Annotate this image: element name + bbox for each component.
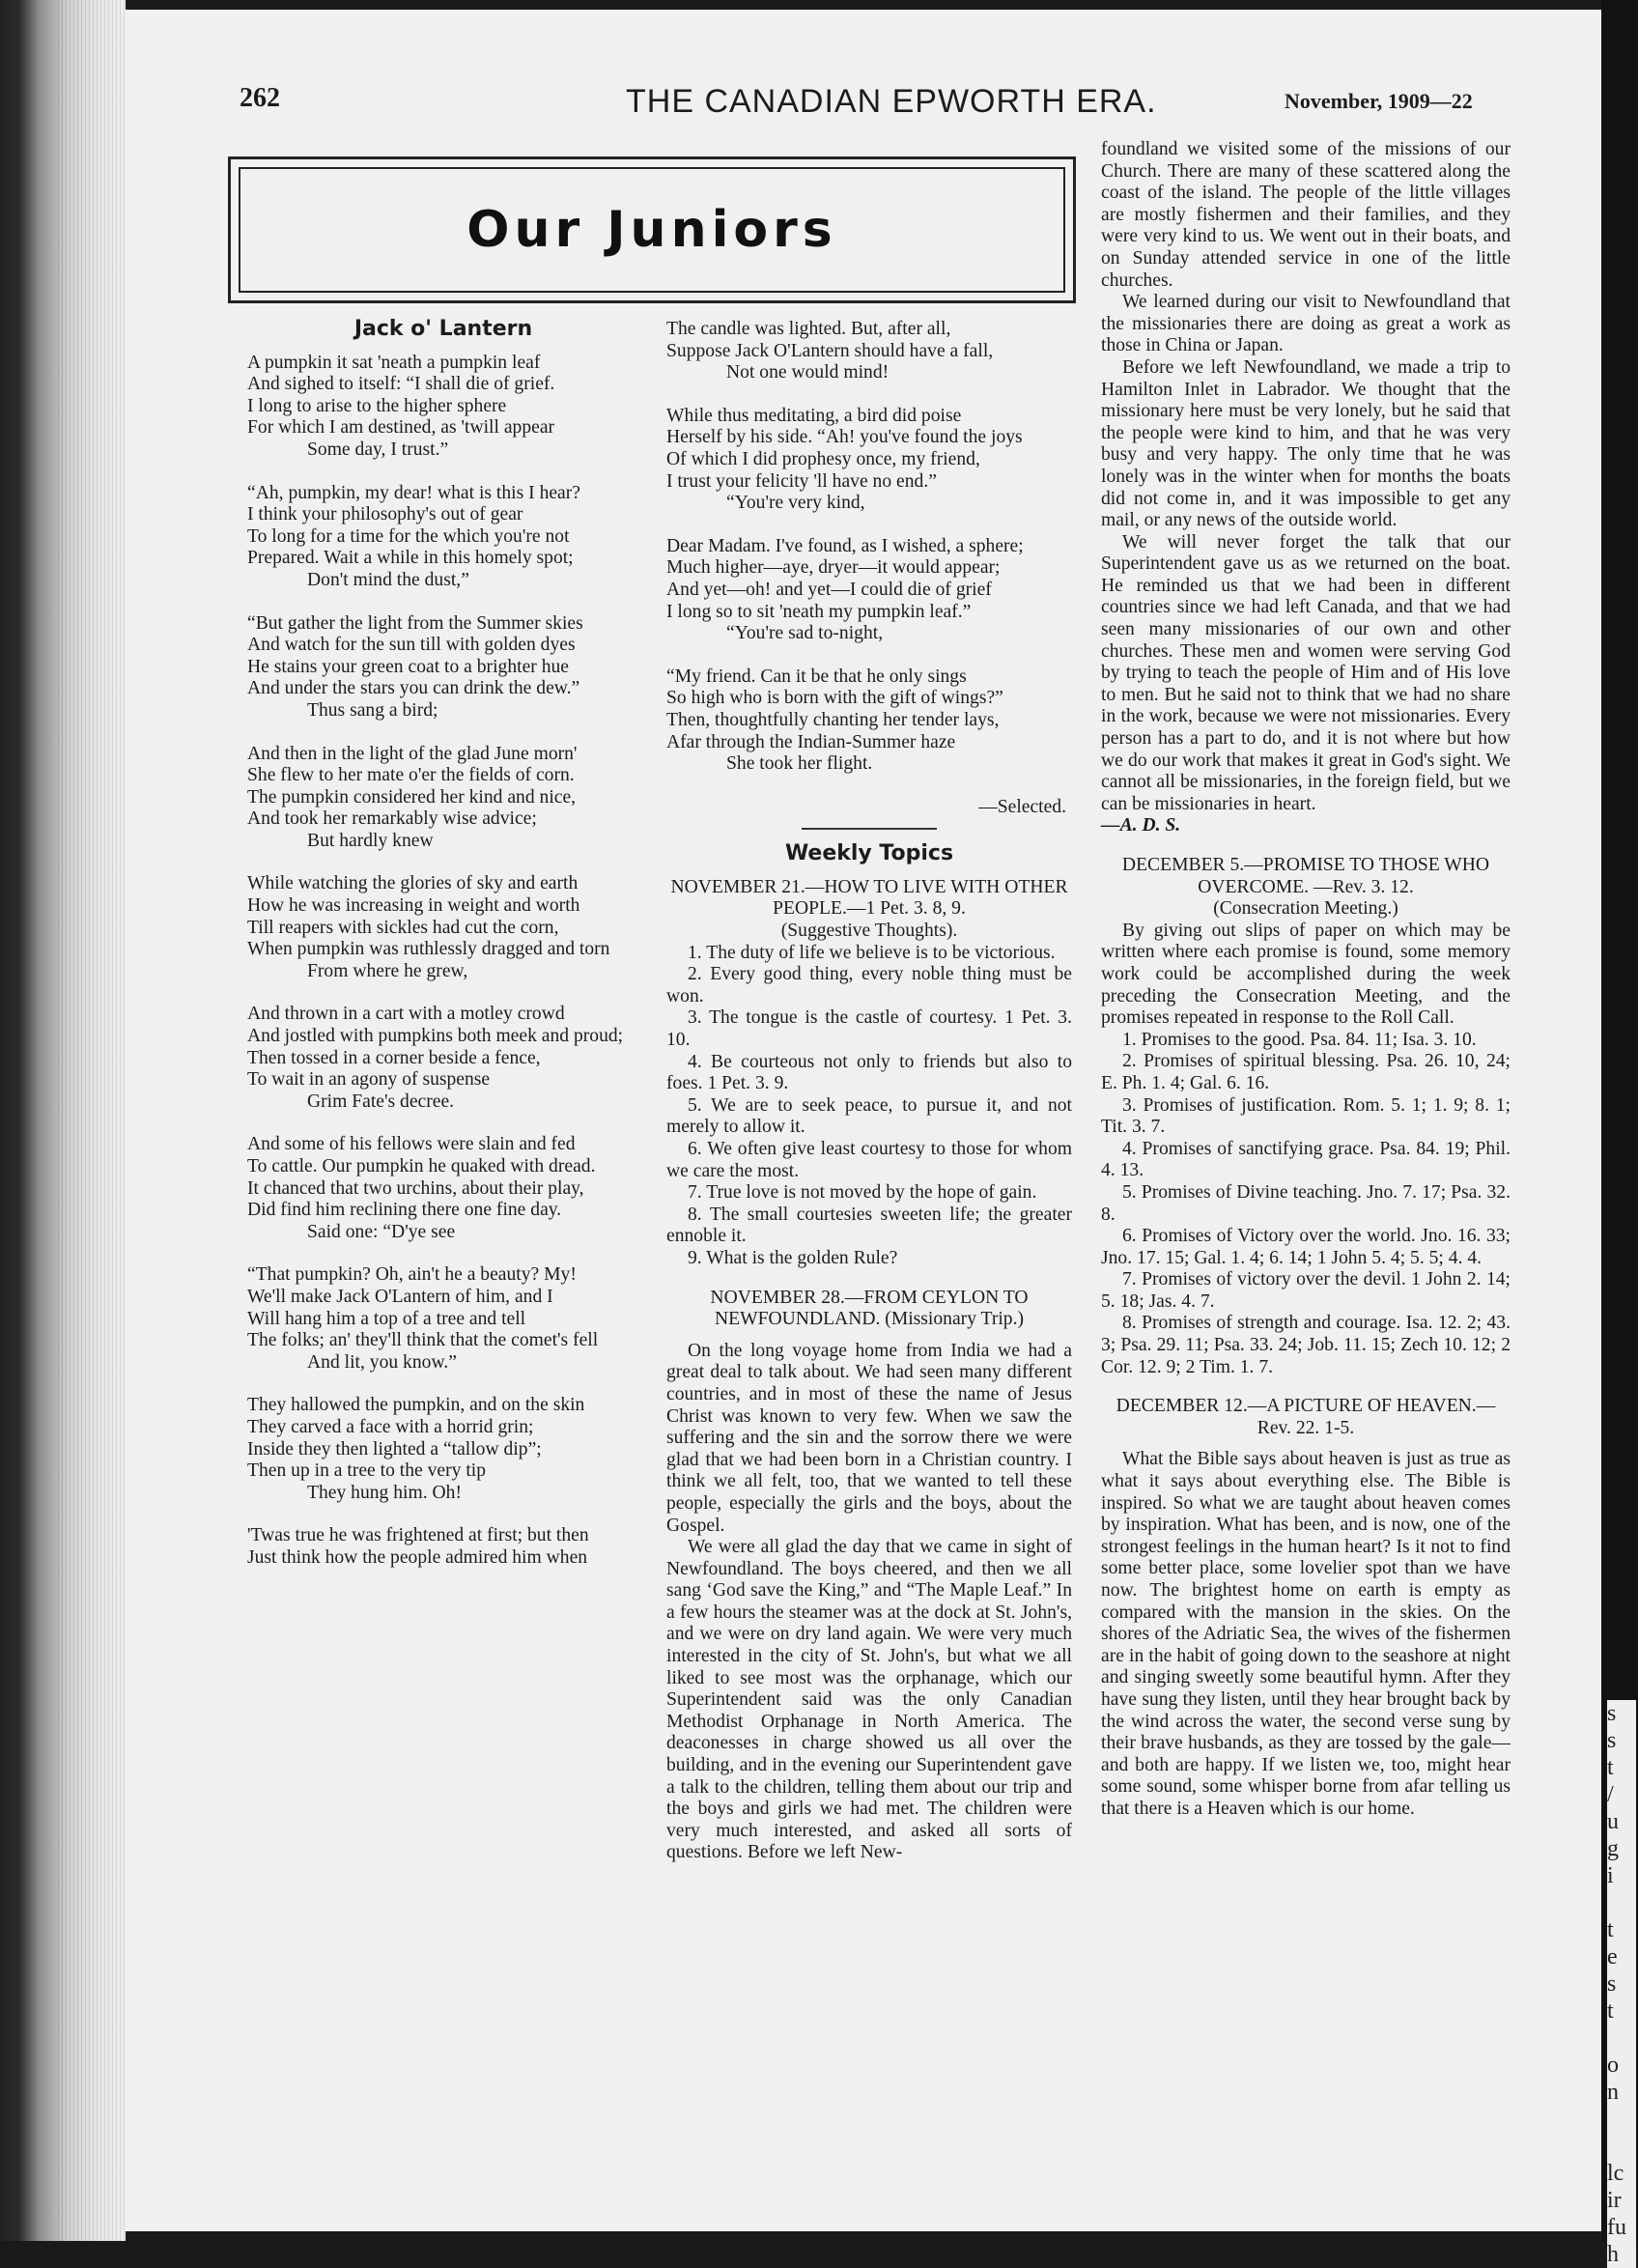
poem-line: While watching the glories of sky and earth xyxy=(247,873,579,894)
edge-glyph: s xyxy=(1607,1971,1617,1997)
edge-glyph: fu xyxy=(1607,2215,1626,2240)
edge-glyph: o xyxy=(1607,2053,1619,2078)
topic-list-item: 8. Promises of strength and courage. Isa. 12. 2; 43. 3; Psa. 29. 11; Psa. 33. 24; Job. 11. 15; Zech 10. 12; 2 Cor. 12. 9; 2 Tim. 1. 7. xyxy=(1101,1313,1511,1377)
poem-line: From where he grew, xyxy=(307,960,468,981)
topic-list-item: 9. What is the golden Rule? xyxy=(688,1247,898,1268)
edge-glyph: t xyxy=(1607,1999,1614,2024)
poem-line: The candle was lighted. But, after all, xyxy=(666,319,951,339)
edge-glyph: / xyxy=(1607,1782,1614,1807)
poem-line: And thrown in a cart with a motley crowd xyxy=(247,1004,565,1025)
edge-glyph: i xyxy=(1607,1863,1614,1888)
edge-glyph: u xyxy=(1607,1809,1619,1834)
topic-dec12-body: What the Bible says about heaven is just as true as what it says about everything else. The Bible is inspired. So what we are taught about heaven comes by inspiration. What has been, and is now, one of the strongest feelings in the human heart? Is it not to find some better place, some lovelier spot than we have now. The brightest home on earth is empty as compared with the mansion in the skies. On the shores of the Adriatic Sea, the wives of the fishermen are in the habit of going down to the seashore at night and singing sweetly some beautiful hymn. After they have sung they listen, until they hear brought back by the wind across the water, the second verse sung by their brave husbands, as they are tossed by the gale—and both are happy. If we listen we, too, might hear some sound, some whisper borne from afar telling us that there is a Heaven which is our home. xyxy=(1101,1449,1511,1819)
topic-list-item: 5. We are to seek peace, to pursue it, and not merely to allow it. xyxy=(666,1094,1072,1138)
poem-line: Till reapers with sickles had cut the corn, xyxy=(247,917,559,938)
poem-line: Much higher—aye, dryer—it would appear; xyxy=(666,557,1001,579)
poem-stanza xyxy=(247,1004,639,1113)
topic-nov28-body-part-2 xyxy=(1101,139,1511,815)
topic-nov21-subheading: (Suggestive Thoughts). xyxy=(780,921,958,942)
edge-glyph: n xyxy=(1607,2080,1619,2105)
poem-line: Grim Fate's decree. xyxy=(307,1091,455,1112)
poem-line: Herself by his side. “Ah! you've found the joys xyxy=(666,427,1023,448)
article-paragraph: Before we left Newfoundland, we made a trip to Hamilton Inlet in Labrador. We thought that the missionary here must be very lonely, but he said that the people were kind to him, and that he was very busy and very happy. The only time that he was lonely was in the winter when for months the boats did not come in, and it was impossible to get any mail, or any news of the outside world. xyxy=(1101,356,1511,531)
topic-list-item: 1. The duty of life we believe is to be victorious. xyxy=(688,942,1056,963)
column-3 xyxy=(1101,139,1511,1821)
article-paragraph: On the long voyage home from India we had a great deal to talk about. We had seen many different countries, and in most of these the name of Jesus Christ was known to very few. When we saw the suffering and the sin and the sorrow there we were glad that we had been born in a Christian country. I think we all felt, too, that we wanted to tell these people, especially the girls and the boys, about the Gospel. xyxy=(666,1340,1072,1536)
column-1 xyxy=(247,319,639,1591)
topic-dec5-list xyxy=(1101,1030,1511,1379)
poem-line: Afar through the Indian-Summer haze xyxy=(666,731,956,752)
poem-line: While thus meditating, a bird did poise xyxy=(666,405,962,426)
poem-line: They carved a face with a horrid grin; xyxy=(247,1416,534,1437)
poem-line: Prepared. Wait a while in this homely spot; xyxy=(247,548,574,569)
adjacent-page-fragment xyxy=(1607,1700,1636,2268)
poem-line: Inside they then lighted a “tallow dip”; xyxy=(247,1438,542,1460)
poem-line: Of which I did prophesy once, my friend, xyxy=(666,448,980,469)
poem-line: Just think how the people admired him when xyxy=(247,1546,588,1568)
poem-stanza xyxy=(247,873,639,982)
topic-nov28-heading: NOVEMBER 28.—FROM CEYLON TO NEWFOUNDLAND. (Missionary Trip.) xyxy=(710,1287,1029,1330)
poem-line: Dear Madam. I've found, as I wished, a sphere; xyxy=(666,535,1024,556)
topic-list-item: 3. Promises of justification. Rom. 5. 1; 1. 9; 8. 1; Tit. 3. 7. xyxy=(1101,1094,1511,1138)
poem-title: Jack o' Lantern xyxy=(353,317,533,341)
edge-glyph: t xyxy=(1607,1917,1614,1942)
poem-line: The folks; an' they'll think that the comet's fell xyxy=(247,1330,599,1351)
poem-body-part-1 xyxy=(247,353,639,1570)
edge-glyph xyxy=(1607,2133,1636,2160)
edge-glyph xyxy=(1607,2025,1636,2052)
article-paragraph: foundland we visited some of the missions of our Church. There are many of these scattered along the coast of the island. The people of the little villages are mostly fishermen and their families, and they were very kind to us. We went out in their boats, and on Sunday attended service in one of the little churches. xyxy=(1101,139,1511,291)
weekly-topics-title: Weekly Topics xyxy=(784,841,954,866)
poem-line: We'll make Jack O'Lantern of him, and I xyxy=(247,1286,553,1307)
poem-line: Did find him reclining there one fine day. xyxy=(247,1200,562,1221)
issue-date: November, 1909—22 xyxy=(1285,89,1473,113)
edge-glyph: s xyxy=(1607,1701,1617,1726)
poem-line: Then up in a tree to the very tip xyxy=(247,1460,487,1482)
poem-line: But hardly knew xyxy=(307,830,434,851)
poem-stanza xyxy=(247,1525,639,1569)
edge-glyph xyxy=(1607,1889,1636,1916)
poem-stanza xyxy=(666,406,1072,515)
poem-line: “My friend. Can it be that he only sings xyxy=(666,666,967,687)
poem-line: Suppose Jack O'Lantern should have a fall, xyxy=(666,340,994,361)
topic-list-item: 6. Promises of Victory over the world. Jno. 16. 33; Jno. 17. 15; Gal. 1. 4; 6. 14; 1 John 5. 4; 5. 5; 4. 4. xyxy=(1101,1226,1511,1268)
poem-line: Will hang him a top of a tree and tell xyxy=(247,1308,526,1329)
poem-stanza xyxy=(247,1264,639,1374)
poem-stanza xyxy=(666,666,1072,776)
poem-line: And sighed to itself: “I shall die of grief. xyxy=(247,374,555,395)
poem-line: And took her remarkably wise advice; xyxy=(247,808,537,830)
poem-line: I trust your felicity 'll have no end.” xyxy=(666,470,937,492)
poem-line: And lit, you know.” xyxy=(307,1351,457,1373)
poem-line: Thus sang a bird; xyxy=(307,699,438,721)
poem-stanza xyxy=(247,613,639,723)
poem-line: The pumpkin considered her kind and nice, xyxy=(247,786,577,808)
poem-line: For which I am destined, as 'twill appear xyxy=(247,417,555,439)
poem-line: And some of his fellows were slain and fed xyxy=(247,1134,576,1155)
poem-stanza xyxy=(666,319,1072,384)
poem-line: Some day, I trust.” xyxy=(307,439,449,460)
edge-glyph: e xyxy=(1607,1944,1618,1970)
article-signature: —A. D. S. xyxy=(1101,815,1181,836)
article-paragraph: We were all glad the day that we came in sight of Newfoundland. The boys cheered, and then we all sang ‘God save the King,” and “The Maple Leaf.” In a few hours the steamer was at the dock at St. John's, and we were on dry land again. We were very much interested in the city of St. John's, but what we all liked to see most was the orphanage, which our Superintendent said was the only Canadian Methodist Orphanage in North America. The deaconesses in charge showed us all over the building, and in the evening our Superintendent gave a talk to the children, telling them about our trip and the boys and girls we had met. The children were very much interested, and asked all sorts of questions. Before we left New- xyxy=(666,1537,1072,1863)
edge-glyph: ir xyxy=(1607,2188,1622,2213)
topic-dec5-subheading: (Consecration Meeting.) xyxy=(1213,898,1398,920)
poem-line: Then tossed in a corner beside a fence, xyxy=(247,1047,541,1068)
topic-list-item: 4. Promises of sanctifying grace. Psa. 84. 19; Phil. 4. 13. xyxy=(1101,1138,1511,1181)
column-2 xyxy=(666,319,1072,1864)
topic-list-item: 1. Promises to the good. Psa. 84. 11; Isa. 3. 10. xyxy=(1122,1029,1477,1050)
poem-stanza xyxy=(247,483,639,592)
poem-line: 'Twas true he was frightened at first; but then xyxy=(247,1525,589,1546)
poem-line: How he was increasing in weight and worth xyxy=(247,895,580,917)
section-divider xyxy=(802,828,937,830)
article-paragraph: We will never forget the talk that our Superintendent gave us as we returned on the boat. He reminded us that we had been in different countries since we had left Canada, and that we had seen many missionaries of our own and other churches. These men and women were serving God by trying to teach the people of Him and of His love to men. But he said not to think that we had no share in the work, because we were not missionaries. Every person has a part to do, and it is not where but how we do our work that makes it great in God's sight. We cannot all be missionaries, in the foreign field, but we can be missionaries in heart. xyxy=(1101,531,1511,814)
topic-list-item: 8. The small courtesies sweeten life; the greater ennoble it. xyxy=(666,1204,1072,1247)
edge-glyph xyxy=(1607,2106,1636,2133)
topic-list-item: 6. We often give least courtesy to those for whom we care the most. xyxy=(666,1139,1072,1181)
poem-line: To long for a time for the which you're not xyxy=(247,525,570,547)
poem-line: “Ah, pumpkin, my dear! what is this I hear? xyxy=(247,482,580,503)
topic-dec12-heading: DECEMBER 12.—A PICTURE OF HEAVEN.—Rev. 22. 1-5. xyxy=(1116,1396,1496,1438)
poem-line: They hung him. Oh! xyxy=(307,1482,462,1503)
poem-attribution: —Selected. xyxy=(978,796,1066,817)
topic-list-item: 3. The tongue is the castle of courtesy. 1 Pet. 3. 10. xyxy=(666,1007,1072,1051)
topic-list-item: 4. Be courteous not only to friends but also to foes. 1 Pet. 3. 9. xyxy=(666,1051,1072,1094)
topic-list-item: 2. Every good thing, every noble thing must be won. xyxy=(666,964,1072,1006)
article-paragraph: We learned during our visit to Newfoundland that the missionaries there are doing as great a work as those in China or Japan. xyxy=(1101,292,1511,356)
poem-body-part-2 xyxy=(666,319,1072,776)
poem-line: And jostled with pumpkins both meek and proud; xyxy=(247,1026,624,1047)
poem-line: Not one would mind! xyxy=(726,362,890,383)
poem-stanza xyxy=(247,1395,639,1504)
poem-stanza xyxy=(666,536,1072,645)
book-binding xyxy=(0,0,126,2241)
poem-line: Then, thoughtfully chanting her tender lays, xyxy=(666,709,1000,730)
poem-stanza xyxy=(247,353,639,462)
section-title: Our Juniors xyxy=(466,201,837,259)
poem-line: She flew to her mate o'er the fields of corn. xyxy=(247,765,575,786)
poem-line: “You're sad to-night, xyxy=(726,623,884,644)
poem-line: He stains your green coat to a brighter hue xyxy=(247,656,569,677)
poem-line: Don't mind the dust,” xyxy=(307,569,469,590)
poem-line: To cattle. Our pumpkin he quaked with dread. xyxy=(247,1156,596,1177)
poem-line: I long so to sit 'neath my pumpkin leaf.” xyxy=(666,601,972,622)
poem-line: I think your philosophy's out of gear xyxy=(247,504,523,525)
journal-title: THE CANADIAN EPWORTH ERA. xyxy=(626,83,1157,120)
poem-stanza xyxy=(247,1134,639,1243)
poem-line: And watch for the sun till with golden dyes xyxy=(247,635,576,656)
topic-nov21-list xyxy=(666,943,1072,1270)
poem-line: To wait in an agony of suspense xyxy=(247,1069,491,1091)
poem-line: She took her flight. xyxy=(726,753,873,775)
topic-dec5-intro: By giving out slips of paper on which may be written where each promise is found, some memory work could be accomplished during the week preceding the Consecration Meeting, and the promises repeated in response to the Roll Call. xyxy=(1101,920,1511,1029)
edge-glyph: g xyxy=(1607,1836,1619,1861)
poem-line: “But gather the light from the Summer skies xyxy=(247,612,583,634)
edge-glyph: s xyxy=(1607,1728,1617,1753)
poem-line: So high who is born with the gift of wings?” xyxy=(666,688,1003,709)
poem-line: “You're very kind, xyxy=(726,493,865,514)
page-number: 262 xyxy=(240,83,280,113)
edge-glyph: lc xyxy=(1607,2161,1624,2186)
topic-nov28-body-part-1 xyxy=(666,1341,1072,1864)
poem-stanza xyxy=(247,744,639,853)
poem-line: Said one: “D'ye see xyxy=(307,1221,456,1242)
poem-line: And yet—oh! and yet—I could die of grief xyxy=(666,579,992,600)
topic-list-item: 5. Promises of Divine teaching. Jno. 7. 17; Psa. 32. 8. xyxy=(1101,1181,1511,1225)
poem-line: I long to arise to the higher sphere xyxy=(247,395,507,416)
section-banner xyxy=(228,156,1076,303)
binding-page-edges xyxy=(58,0,126,2241)
poem-line: A pumpkin it sat 'neath a pumpkin leaf xyxy=(247,352,541,373)
topic-nov21-heading: NOVEMBER 21.—HOW TO LIVE WITH OTHER PEOPLE.—1 Pet. 3. 8, 9. xyxy=(670,876,1068,920)
poem-line: It chanced that two urchins, about their play, xyxy=(247,1177,584,1199)
topic-list-item: 7. Promises of victory over the devil. 1 John 2. 14; 5. 18; Jas. 4. 7. xyxy=(1101,1269,1511,1312)
poem-line: And under the stars you can drink the dew.” xyxy=(247,678,580,699)
edge-glyph: h xyxy=(1607,2242,1619,2267)
topic-dec5-heading: DECEMBER 5.—PROMISE TO THOSE WHO OVERCOME. —Rev. 3. 12. xyxy=(1121,855,1490,897)
poem-line: They hallowed the pumpkin, and on the skin xyxy=(247,1395,585,1416)
section-banner-inner-frame xyxy=(239,167,1065,293)
topic-list-item: 2. Promises of spiritual blessing. Psa. 26. 10, 24; E. Ph. 1. 4; Gal. 6. 16. xyxy=(1101,1051,1511,1093)
edge-glyph: t xyxy=(1607,1755,1614,1780)
poem-line: “That pumpkin? Oh, ain't he a beauty? My! xyxy=(247,1264,577,1286)
topic-list-item: 7. True love is not moved by the hope of gain. xyxy=(688,1182,1037,1204)
poem-line: When pumpkin was ruthlessly dragged and torn xyxy=(247,939,610,960)
poem-line: And then in the light of the glad June morn' xyxy=(247,743,578,764)
